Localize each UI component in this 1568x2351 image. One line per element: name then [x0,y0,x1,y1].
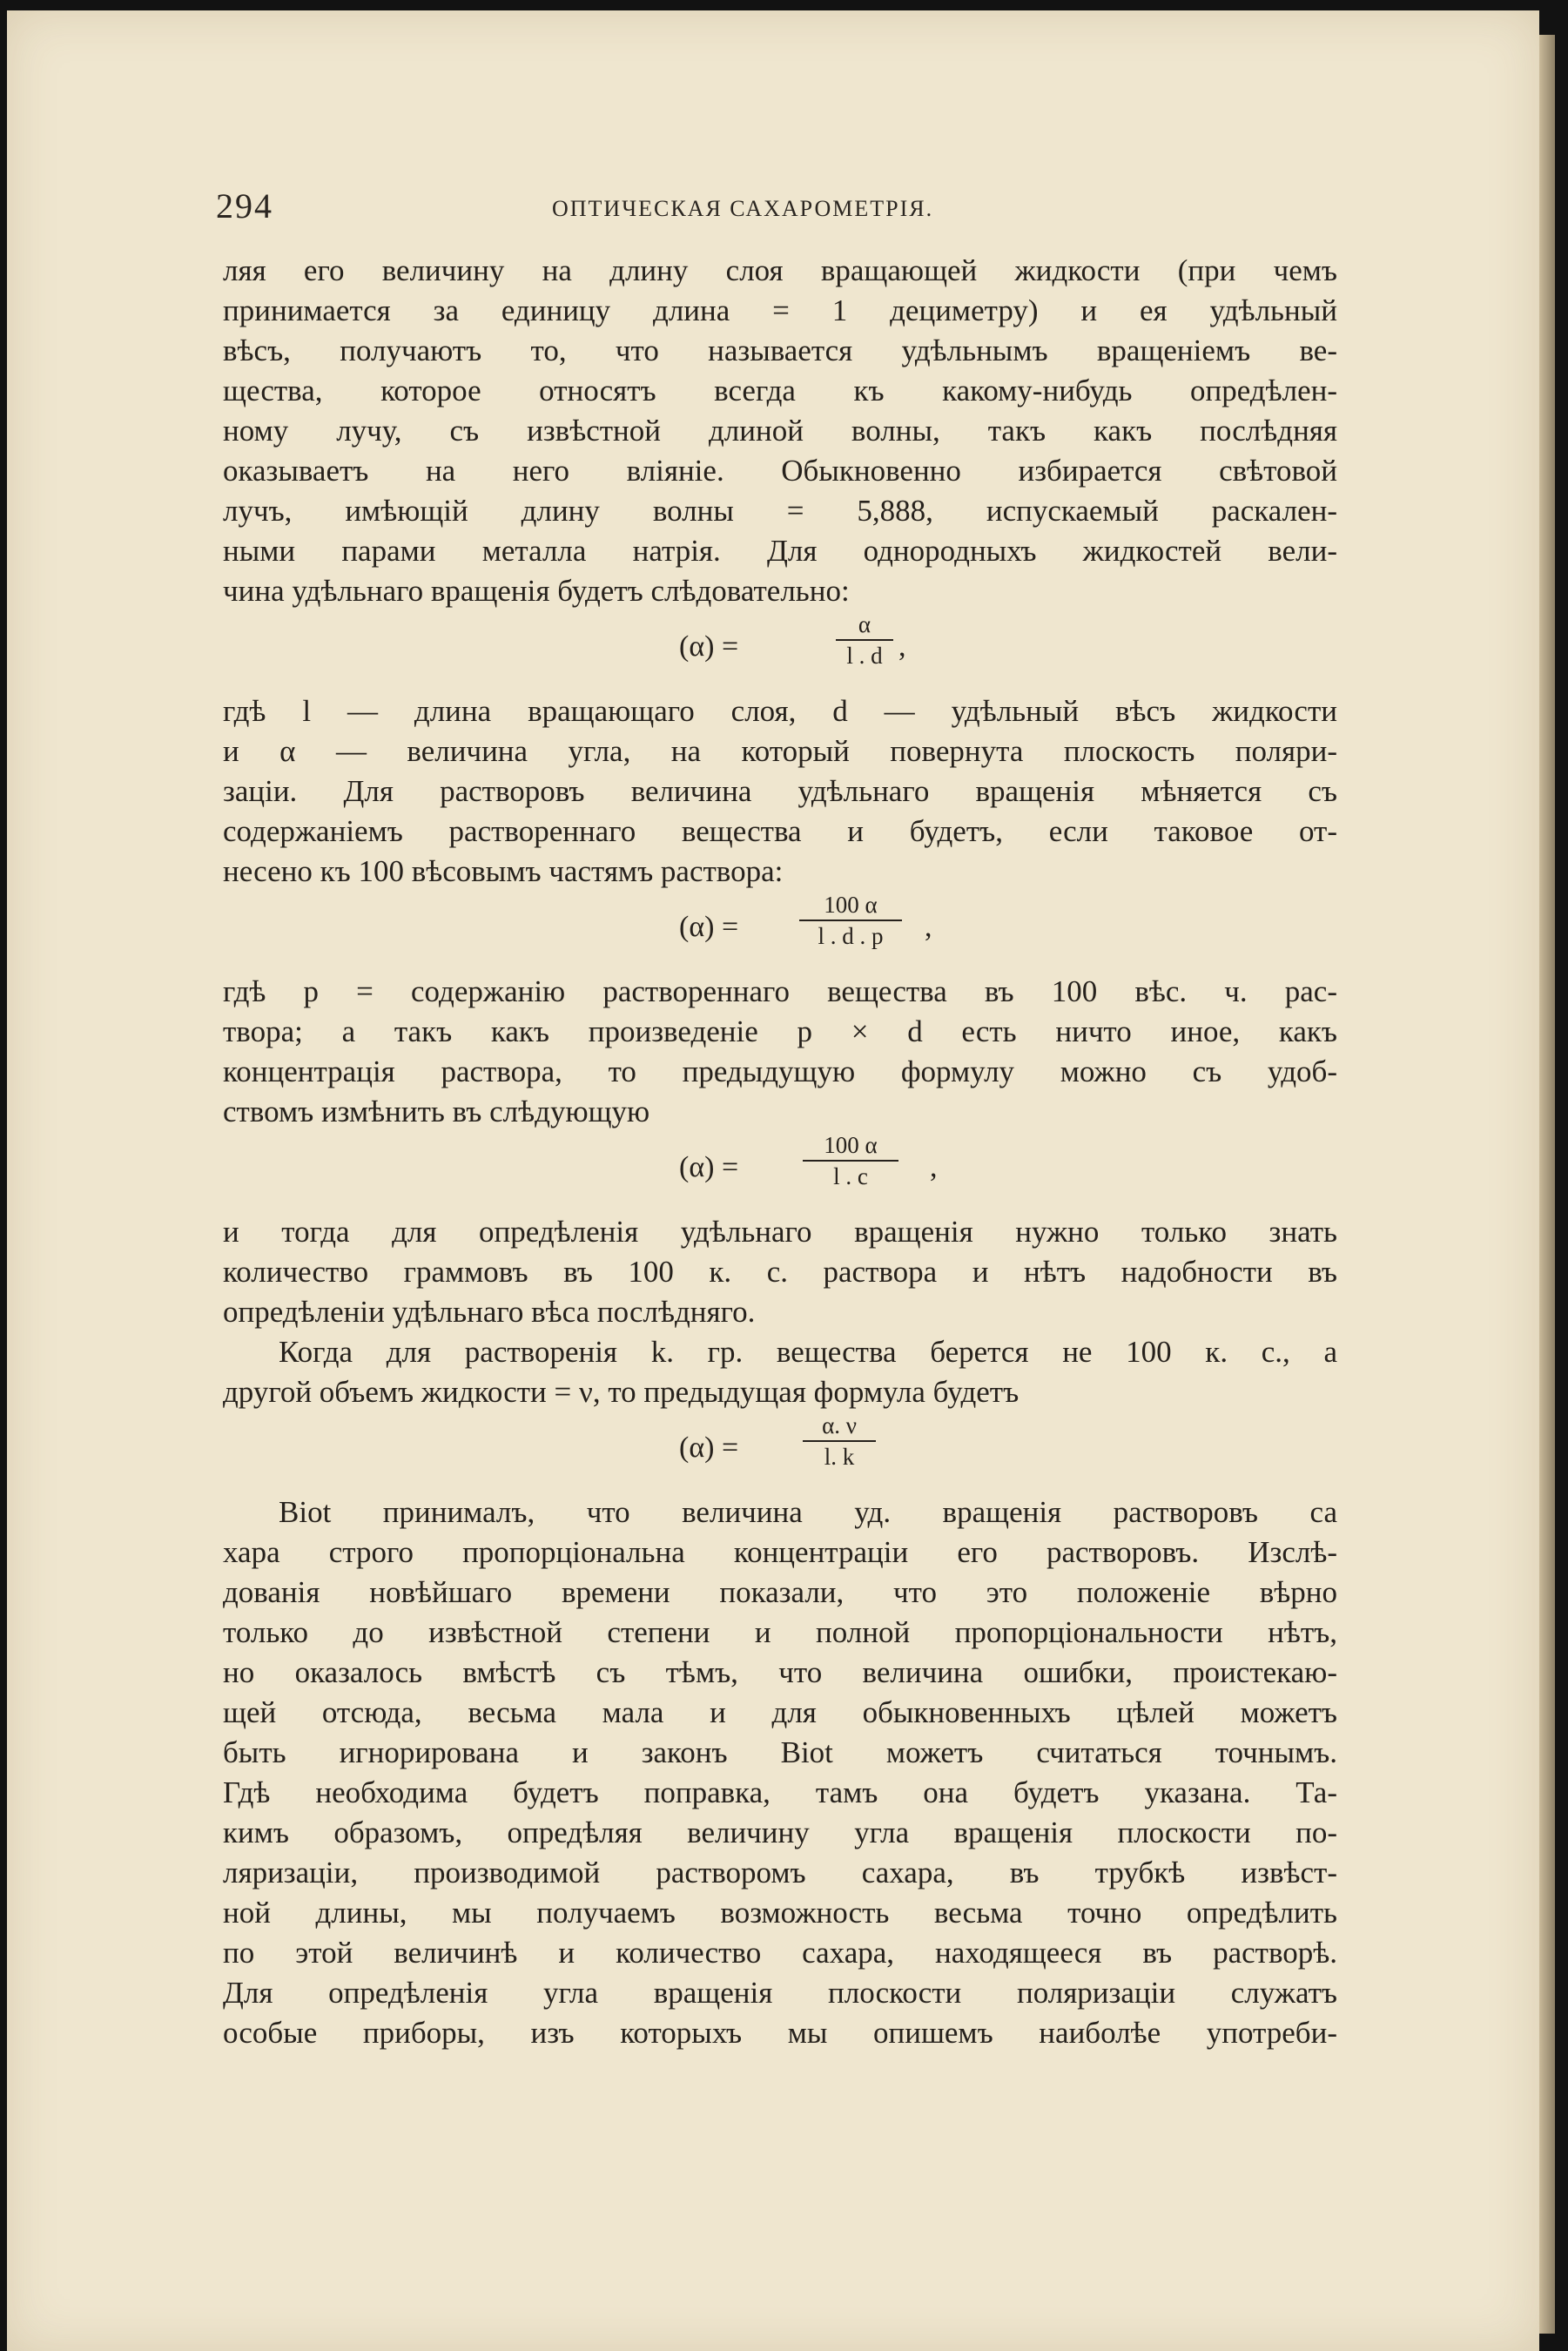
fraction-bar [803,1440,876,1442]
formula-fraction [836,611,893,669]
page-edge [1539,35,1555,2334]
formula-denominator: l . c [833,1163,868,1189]
fraction-bar [836,639,893,641]
body-text [223,251,1337,2053]
text-line: заціи. Для растворовъ величина удѣльнаго вращенія мѣняется съ [223,774,1337,808]
text-line: ляя его величину на длину слоя вращающей жидкости (при чемъ [223,253,1337,287]
formula-tail: , [898,630,906,663]
formula-specific-rotation [223,611,1337,691]
text-line: гдѣ p = содержанію раствореннаго вещества въ 100 вѣс. ч. рас- [223,974,1337,1008]
text-line: Когда для растворенія k. гр. вещества берется не 100 к. с., а [279,1335,1337,1369]
text-line: концентрація раствора, то предыдущую формулу можно съ удоб- [223,1054,1337,1088]
formula-fraction [803,1132,898,1189]
formula-lhs: (α) = [679,1431,739,1464]
text-line: кимъ образомъ, опредѣляя величину угла вращенія плоскости по- [223,1815,1337,1849]
running-title: ОПТИЧЕСКАЯ САХАРОМЕТРІЯ. [552,196,934,221]
formula-volume-rotation [223,1412,1337,1492]
text-line: быть игнорирована и законъ Biot можетъ считаться точнымъ. [223,1735,1337,1769]
formula-numerator: 100 α [824,1132,878,1158]
text-line: гдѣ l — длина вращающаго слоя, d — удѣльный вѣсъ жидкости [223,694,1337,728]
formula-numerator: α [858,611,871,637]
formula-lhs: (α) = [679,630,739,663]
text-line: дованія новѣйшаго времени показали, что это положеніе вѣрно [223,1575,1337,1609]
text-line: вѣсъ, получаютъ то, что называется удѣльнымъ вращеніемъ ве- [223,333,1337,367]
text-line: количество граммовъ въ 100 к. с. раствора и нѣтъ надобности въ [223,1255,1337,1289]
formula-concentration-rotation [223,1132,1337,1212]
text-line: щей отсюда, весьма мала и для обыкновенныхъ цѣлей можетъ [223,1695,1337,1729]
text-line: Biot принималъ, что величина уд. вращенія растворовъ са [279,1495,1337,1529]
text-line: ному лучу, съ извѣстной длиной волны, такъ какъ послѣдняя [223,414,1337,448]
text-line: только до извѣстной степени и полной пропорціональности нѣтъ, [223,1615,1337,1649]
text-line: принимается за единицу длина = 1 дециметру) и ея удѣльный [223,293,1337,327]
formula-fraction [803,1412,876,1470]
formula-denominator: l . d . p [818,923,884,949]
text-line: Гдѣ необходима будетъ поправка, тамъ она будетъ указана. Та- [223,1775,1337,1809]
text-line: другой объемъ жидкости = ν, то предыдущая формула будетъ [223,1375,1020,1409]
text-line: и α — величина угла, на который повернута плоскость поляри- [223,734,1337,768]
fraction-bar [799,920,902,921]
fraction-bar [803,1160,898,1162]
formula-numerator: 100 α [824,892,878,918]
text-line: ными парами металла натрія. Для однородныхъ жидкостей вели- [223,534,1337,568]
formula-tail: , [925,911,932,943]
formula-lhs: (α) = [679,1151,739,1183]
formula-denominator: l. k [824,1444,855,1470]
page-number: 294 [216,186,273,226]
text-line: ляризаціи, производимой растворомъ сахара, въ трубкѣ извѣст- [223,1856,1337,1890]
text-line: твора; а такъ какъ произведеніе p × d есть ничто иное, какъ [223,1014,1337,1048]
formula-fraction [799,892,902,949]
formula-numerator: α. ν [822,1412,857,1438]
text-line: щества, которое относятъ всегда къ какому-нибудь опредѣлен- [223,374,1337,408]
formula-solution-rotation [223,892,1337,972]
text-line: лучъ, имѣющій длину волны = 5,888, испускаемый раскален- [223,494,1337,528]
text-line: особые приборы, изъ которыхъ мы опишемъ наиболѣе употреби- [223,2016,1337,2050]
text-line: хара строго пропорціональна концентраціи его растворовъ. Изслѣ- [223,1535,1337,1569]
formula-lhs: (α) = [679,911,739,943]
text-line: оказываетъ на него вліяніе. Обыкновенно избирается свѣтовой [223,454,1337,488]
text-line: ной длины, мы получаемъ возможность весьма точно опредѣлить [223,1896,1337,1930]
text-line: опредѣленіи удѣльнаго вѣса послѣдняго. [223,1295,756,1329]
page-header [216,185,1348,238]
text-line: ствомъ измѣнить въ слѣдующую [223,1095,650,1128]
text-line: по этой величинѣ и количество сахара, находящееся въ растворѣ. [223,1936,1337,1970]
text-line: несено къ 100 вѣсовымъ частямъ раствора: [223,854,784,888]
text-line: но оказалось вмѣстѣ съ тѣмъ, что величина ошибки, проистекаю- [223,1655,1337,1689]
formula-denominator: l . d [846,643,883,669]
text-line: содержаніемъ раствореннаго вещества и будетъ, если таковое от- [223,814,1337,848]
text-line: Для опредѣленія угла вращенія плоскости поляризаціи служатъ [223,1976,1337,2010]
formula-tail: , [930,1151,938,1183]
text-line: чина удѣльнаго вращенія будетъ слѣдовательно: [223,574,850,608]
text-line: и тогда для опредѣленія удѣльнаго вращенія нужно только знать [223,1215,1337,1249]
